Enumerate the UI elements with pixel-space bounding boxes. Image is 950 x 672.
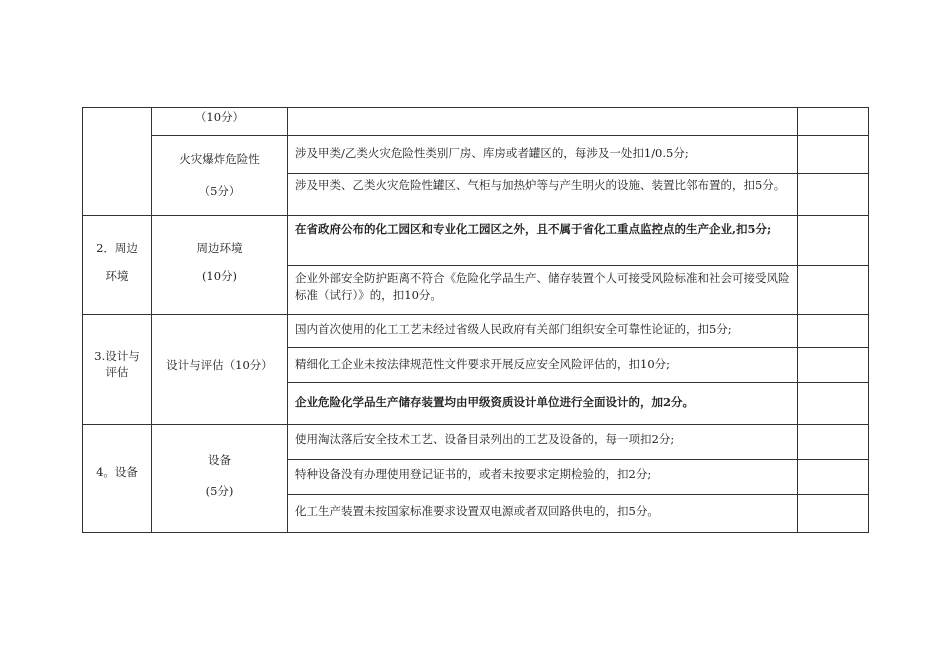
design-sub-label: 设计与评估（10分） <box>166 358 273 372</box>
section-divider <box>82 314 869 315</box>
design-category-line2: 评估 <box>105 365 129 379</box>
equip-item-2: 特种设备没有办理使用登记证书的，或者未按要求定期检验的，扣2分; <box>295 467 652 481</box>
equip-sub-label: 设备 <box>208 453 231 467</box>
table-border-right <box>868 107 869 533</box>
env-sub-score: (10分) <box>201 269 238 283</box>
row-divider <box>287 347 869 348</box>
column-divider-3 <box>797 107 798 533</box>
design-category-line1: 3.设计与 <box>94 349 140 363</box>
row-divider <box>287 494 869 495</box>
row-divider <box>287 265 869 266</box>
env-item-2: 企业外部安全防护距离不符合《危险化学品生产、储存装置个人可接受风险标准和社会可接受风险标准（试行）》的，扣10分。 <box>295 271 790 302</box>
equip-sub-score: (5分) <box>205 484 234 498</box>
scoring-table <box>82 107 869 533</box>
column-divider-2 <box>287 107 288 533</box>
section-divider <box>82 424 869 425</box>
row-divider <box>287 382 869 383</box>
row-divider <box>287 459 869 460</box>
row-divider <box>287 173 869 174</box>
column-divider-1 <box>151 107 152 533</box>
design-item-2: 精细化工企业未按法律规范性文件要求开展反应安全风险评估的，扣10分; <box>295 357 671 371</box>
env-sub-label: 周边环境 <box>196 241 243 255</box>
table-border-top <box>82 107 869 108</box>
design-item-1: 国内首次使用的化工工艺未经过省级人民政府有关部门组织安全可靠性论证的，扣5分; <box>295 322 732 336</box>
equip-category: 4。设备 <box>96 465 138 479</box>
fire-sub-label: 火灾爆炸危险性 <box>179 152 260 166</box>
env-category-line2: 环境 <box>105 269 129 283</box>
equip-item-3: 化工生产装置未按国家标准要求设置双电源或者双回路供电的，扣5分。 <box>295 504 659 518</box>
fire-item-2: 涉及甲类、乙类火灾危险性罐区、气柜与加热炉等与产生明火的设施、装置比邻布置的，扣5分。 <box>295 178 786 192</box>
section-divider <box>82 215 869 216</box>
env-category-line1: 2．周边 <box>96 241 138 255</box>
fire-sub-score: （5分） <box>198 184 241 198</box>
row-divider <box>151 135 869 136</box>
equip-item-1: 使用淘汰落后安全技术工艺、设备目录列出的工艺及设备的，每一项扣2分; <box>295 432 675 446</box>
env-item-1: 在省政府公布的化工园区和专业化工园区之外，且不属于省化工重点监控点的生产企业,扣5分; <box>295 222 772 236</box>
table-border-bottom <box>82 532 869 533</box>
fire-item-1: 涉及甲类/乙类火灾危险性类别厂房、库房或者罐区的，每涉及一处扣1/0.5分; <box>295 146 689 160</box>
fire-top-score: （10分） <box>194 110 245 124</box>
design-item-3: 企业危险化学品生产储存装置均由甲级资质设计单位进行全面设计的，加2分。 <box>295 395 694 409</box>
